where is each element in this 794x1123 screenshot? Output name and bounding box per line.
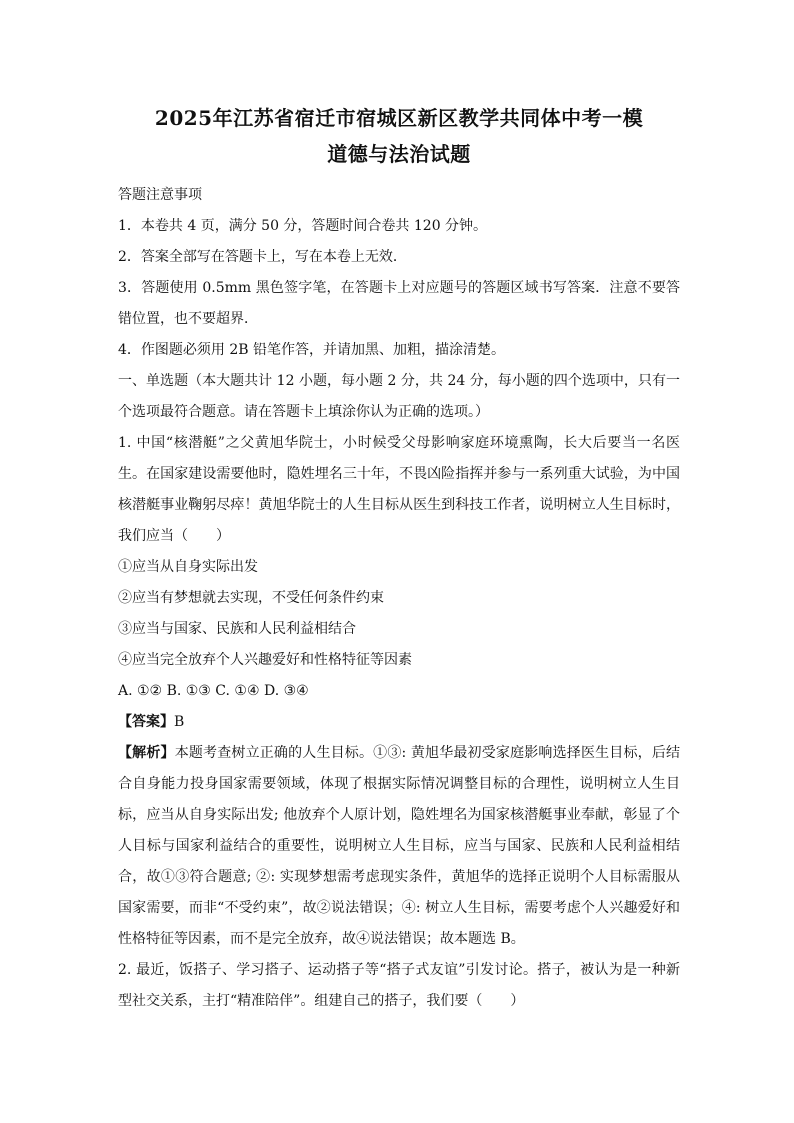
question-2-stem: 2. 最近，饭搭子、学习搭子、运动搭子等“搭子式友谊”引发讨论。搭子，被认为是一种新型社交关系，主打“精准陪伴”。组建自己的搭子，我们要（ ）	[118, 962, 680, 1009]
document-subtitle: 道德与法治试题	[327, 142, 471, 166]
question-1-statement: ①应当从自身实际出发	[118, 559, 258, 575]
notice-item: 4．作图题必须用 2B 铅笔作答，并请加黑、加粗，描涂清楚。	[118, 342, 506, 358]
question-1-analysis	[118, 738, 680, 955]
notice-item: 2．答案全部写在答题卡上，写在本卷上无效．	[118, 249, 407, 265]
analysis-text: 本题考查树立正确的人生目标。①③: 黄旭华最初受家庭影响选择医生目标，后结合自身能力投身国家需要领域，体现了根据实际情况调整目标的合理性，说明树立人生目标，应当从自身实际出发; 他放弃个人原计划，隐姓埋名为国家核潜艇事业奉献，彰显了个人目标与国家利益结合的重要性，说明树立人生目标，应当与国家、民族和人民利益相结合，故①③符合题意; ②: 实现梦想需考虑现实条件，黄旭华的选择正说明个人目标需服从国家需要，而非“不受约束”，故②说法错误；④: 树立人生目标，需要考虑个人兴趣爱好和性格特征等因素，而不是完全放弃，故④说法错误；故本题选 B。	[118, 745, 680, 947]
question-1-statement: ④应当完全放弃个人兴趣爱好和性格特征等因素	[118, 652, 412, 668]
analysis-tag: 【解析】	[118, 745, 175, 761]
answer-tag: 【答案】	[118, 714, 174, 730]
notice-heading: 答题注意事项	[118, 187, 202, 203]
question-1-answer	[118, 707, 680, 738]
section-heading: 一、单选题（本大题共计 12 小题，每小题 2 分，共 24 分，每小题的四个选项中，只有一个选项最符合题意。请在答题卡上填涂你认为正确的选项。）	[118, 373, 680, 420]
question-1-stem: 1. 中国“核潜艇”之父黄旭华院士，小时候受父母影响家庭环境熏陶，长大后要当一名医生。在国家建设需要他时，隐姓埋名三十年，不畏凶险指挥并参与一系列重大试验，为中国核潜艇事业鞠躬尽瘁！黄旭华院士的人生目标从医生到科技工作者，说明树立人生目标时，我们应当（ ）	[118, 435, 680, 544]
notice-item: 1．本卷共 4 页，满分 50 分，答题时间合卷共 120 分钟。	[118, 218, 488, 234]
question-1-options: A. ①② B. ①③ C. ①④ D. ③④	[118, 683, 309, 699]
document-page	[118, 100, 680, 1017]
answer-value: B	[174, 714, 185, 730]
question-1-statement: ②应当有梦想就去实现，不受任何条件约束	[118, 590, 384, 606]
notice-item: 3．答题使用 0.5mm 黑色签字笔，在答题卡上对应题号的答题区域书写答案．注意不要答错位置，也不要超界．	[118, 280, 680, 327]
document-title: 2025年江苏省宿迁市宿城区新区教学共同体中考一模	[154, 106, 644, 130]
question-1-statement: ③应当与国家、民族和人民利益相结合	[118, 621, 356, 637]
